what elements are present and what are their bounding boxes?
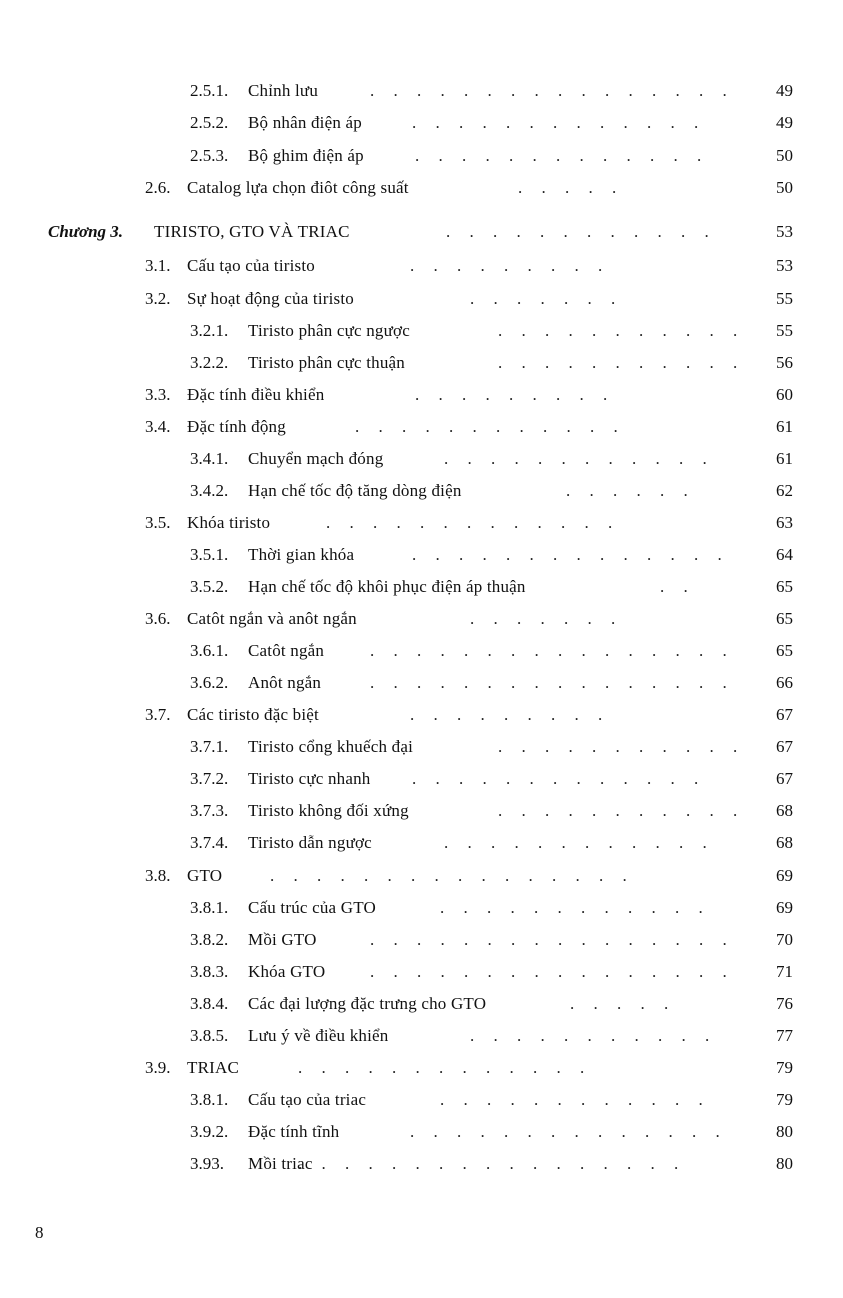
section-title: Bộ nhân điện áp	[248, 113, 362, 132]
dot-leader: . . . . . . . . . . . . . . . .	[370, 930, 735, 949]
toc-entry	[0, 991, 843, 1017]
section-title: GTO	[187, 866, 223, 885]
section-number: 3.6.2.	[190, 673, 229, 692]
section-title: Mồi triac	[248, 1154, 313, 1173]
page-ref: 67	[776, 737, 793, 756]
dot-leader: . . . . . . . . . . . . . . . .	[370, 641, 735, 660]
page-ref: 53	[776, 222, 793, 241]
section-title: Bộ ghim điện áp	[248, 146, 364, 165]
page-ref: 55	[776, 289, 793, 308]
dot-leader: . . . . . . . . . . . . .	[415, 146, 709, 165]
page-ref: 77	[776, 1026, 793, 1045]
section-title: Tiristo cực nhanh	[248, 769, 371, 788]
section-number: 3.6.1.	[190, 641, 229, 660]
toc-entry	[0, 143, 843, 169]
page-number: 8	[35, 1223, 44, 1242]
dot-leader: . . . . . . . . . . . . . . . .	[370, 81, 735, 100]
page-ref: 61	[776, 417, 793, 436]
toc-entry	[0, 574, 843, 600]
dot-leader: . . . . . . .	[470, 609, 623, 628]
page-ref: 50	[776, 146, 793, 165]
section-number: 3.2.1.	[190, 321, 229, 340]
section-title: Khóa GTO	[248, 962, 326, 981]
section-title: Mồi GTO	[248, 930, 317, 949]
toc-entry	[0, 175, 843, 201]
dot-leader: . . . . . . . . . . . .	[440, 898, 711, 917]
dot-leader: . . . . . . . . . . . . . . . .	[270, 866, 635, 885]
chapter-label: Chương 3.	[48, 222, 124, 241]
section-number: 3.2.2.	[190, 353, 229, 372]
toc-entry	[0, 110, 843, 136]
toc-entry	[0, 959, 843, 985]
section-number: 3.2.	[145, 289, 171, 308]
section-title: Catôt ngắn	[248, 641, 325, 660]
dot-leader: . .	[660, 577, 696, 596]
dot-leader: . . . . . . . . . . . . .	[412, 769, 706, 788]
page-ref: 50	[776, 178, 793, 197]
page-ref: 67	[776, 705, 793, 724]
section-number: 3.4.1.	[190, 449, 229, 468]
dot-leader: . . . . . . . . . . .	[498, 801, 745, 820]
dot-leader: . . . . . . . . . . .	[498, 353, 745, 372]
dot-leader: . . . . . . . . . . . .	[440, 1090, 711, 1109]
section-number: 3.8.3.	[190, 962, 229, 981]
page-ref: 76	[776, 994, 793, 1013]
section-title: Các đại lượng đặc trưng cho GTO	[248, 994, 487, 1013]
page-ref: 60	[776, 385, 793, 404]
dot-leader: . . . . . . . . . . . .	[444, 449, 715, 468]
toc-entry	[0, 318, 843, 344]
section-title: Catôt ngắn và anôt ngắn	[187, 609, 357, 628]
section-number: 2.5.3.	[190, 146, 229, 165]
toc-entry	[0, 734, 843, 760]
section-number: 3.93.	[190, 1154, 224, 1173]
page-ref: 53	[776, 256, 793, 275]
section-number: 2.5.1.	[190, 81, 229, 100]
section-number: 3.8.1.	[190, 1090, 229, 1109]
page-ref: 55	[776, 321, 793, 340]
dot-leader: . . . . . .	[566, 481, 696, 500]
page-ref: 79	[776, 1090, 793, 1109]
section-title: Thời gian khóa	[248, 545, 355, 564]
page-ref: 49	[776, 81, 793, 100]
toc-entry	[0, 830, 843, 856]
section-title: Cấu trúc của GTO	[248, 898, 376, 917]
toc-entry	[0, 670, 843, 696]
page-ref: 69	[776, 898, 793, 917]
dot-leader: . . . . . . . . .	[415, 385, 615, 404]
section-title: Tiristo dẫn ngược	[248, 833, 372, 852]
dot-leader: . . . . . . . . . . . .	[444, 833, 715, 852]
section-number: 3.1.	[145, 256, 171, 275]
section-number: 3.8.5.	[190, 1026, 229, 1045]
page-ref: 56	[776, 353, 793, 372]
dot-leader: . . . . . . . . .	[410, 705, 610, 724]
page-ref: 68	[776, 801, 793, 820]
section-number: 3.8.4.	[190, 994, 229, 1013]
page-ref: 67	[776, 769, 793, 788]
toc-entry	[0, 702, 843, 728]
section-number: 3.7.3.	[190, 801, 229, 820]
page-ref: 63	[776, 513, 793, 532]
toc-entry	[0, 510, 843, 536]
section-title: Đặc tính động	[187, 417, 286, 436]
dot-leader: . . . . . . . . . . .	[498, 737, 745, 756]
toc-entry	[0, 1151, 843, 1177]
dot-leader: . . . . . . . . . . . . .	[326, 513, 620, 532]
section-title: Tiristo không đối xứng	[248, 801, 409, 820]
section-title: Chuyển mạch đóng	[248, 449, 384, 468]
section-title: TIRISTO, GTO VÀ TRIAC	[154, 222, 350, 241]
section-title: Đặc tính tĩnh	[248, 1122, 340, 1141]
toc-entry	[0, 350, 843, 376]
section-number: 3.5.2.	[190, 577, 229, 596]
section-number: 3.8.1.	[190, 898, 229, 917]
dot-leader: . . . . . . . . . . . .	[355, 417, 626, 436]
section-title: TRIAC	[187, 1058, 239, 1077]
dot-leader: . . . . . . . . . . . .	[446, 222, 717, 241]
toc-entry	[0, 606, 843, 632]
section-number: 3.3.	[145, 385, 171, 404]
dot-leader: . . . . . . . . . . . . .	[412, 113, 706, 132]
page-ref: 80	[776, 1122, 793, 1141]
section-number: 3.9.2.	[190, 1122, 229, 1141]
toc-entry	[0, 253, 843, 279]
dot-leader: . . . . .	[518, 178, 624, 197]
page-ref: 64	[776, 545, 793, 564]
toc-entry	[0, 286, 843, 312]
section-number: 3.8.2.	[190, 930, 229, 949]
dot-leader: . . . . . . . . .	[410, 256, 610, 275]
page-ref: 65	[776, 641, 793, 660]
section-title: Tiristo phân cực ngược	[248, 321, 410, 340]
page-ref: 79	[776, 1058, 793, 1077]
toc-entry	[0, 798, 843, 824]
page-ref: 49	[776, 113, 793, 132]
page-ref: 69	[776, 866, 793, 885]
toc-entry	[0, 478, 843, 504]
dot-leader: . . . . . . . . . . .	[498, 321, 745, 340]
dot-leader: . . . . . . . . . . . . .	[298, 1058, 592, 1077]
section-title: Lưu ý về điều khiển	[248, 1026, 389, 1045]
section-number: 3.6.	[145, 609, 171, 628]
section-number: 3.7.1.	[190, 737, 229, 756]
section-title: Cấu tạo của triac	[248, 1090, 367, 1109]
dot-leader: . . . . . . .	[470, 289, 623, 308]
page-ref: 66	[776, 673, 793, 692]
toc-entry	[0, 1119, 843, 1145]
page-ref: 71	[776, 962, 793, 981]
dot-leader: . . . . . . . . . . . . . . . .	[370, 962, 735, 981]
section-title: Anôt ngắn	[248, 673, 322, 692]
toc-entry	[0, 1023, 843, 1049]
section-title: Catalog lựa chọn điôt công suất	[187, 178, 409, 197]
section-title: Khóa tiristo	[187, 513, 271, 532]
page-ref: 65	[776, 577, 793, 596]
page-ref: 62	[776, 481, 793, 500]
section-title: Cấu tạo của tiristo	[187, 256, 315, 275]
section-number: 3.7.4.	[190, 833, 229, 852]
toc-entry	[0, 1087, 843, 1113]
section-number: 3.7.	[145, 705, 171, 724]
page-ref: 61	[776, 449, 793, 468]
page-ref: 70	[776, 930, 793, 949]
section-number: 3.8.	[145, 866, 171, 885]
section-title: Tiristo phân cực thuận	[248, 353, 406, 372]
section-number: 3.7.2.	[190, 769, 229, 788]
toc-entry	[0, 78, 843, 104]
page-ref: 80	[776, 1154, 793, 1173]
toc-entry	[0, 446, 843, 472]
section-number: 3.9.	[145, 1058, 171, 1077]
toc-entry	[0, 766, 843, 792]
section-number: 2.6.	[145, 178, 171, 197]
section-number: 3.4.	[145, 417, 171, 436]
section-title: Chỉnh lưu	[248, 81, 319, 100]
section-number: 2.5.2.	[190, 113, 229, 132]
section-title: Tiristo cổng khuếch đại	[248, 737, 413, 756]
section-title: Sự hoạt động của tiristo	[187, 289, 354, 308]
toc-entry	[0, 542, 843, 568]
dot-leader: . . . . . . . . . . .	[470, 1026, 717, 1045]
toc-entry	[0, 927, 843, 953]
section-number: 3.5.1.	[190, 545, 229, 564]
section-number: 3.5.	[145, 513, 171, 532]
dot-leader: . . . . . . . . . . . . . . . . .	[298, 1154, 686, 1173]
dot-leader: . . . . . . . . . . . . . . . .	[370, 673, 735, 692]
section-title: Hạn chế tốc độ tăng dòng điện	[248, 481, 462, 500]
page-ref: 68	[776, 833, 793, 852]
toc-entry	[0, 414, 843, 440]
section-title: Hạn chế tốc độ khôi phục điện áp thuận	[248, 577, 526, 596]
toc-entry	[0, 895, 843, 921]
dot-leader: . . . . . . . . . . . . . .	[412, 545, 730, 564]
section-title: Đặc tính điều khiển	[187, 385, 325, 404]
section-number: 3.4.2.	[190, 481, 229, 500]
dot-leader: . . . . . . . . . . . . . .	[410, 1122, 728, 1141]
toc-entry	[0, 1055, 843, 1081]
page-ref: 65	[776, 609, 793, 628]
section-title: Các tiristo đặc biệt	[187, 705, 319, 724]
toc-entry	[0, 863, 843, 889]
dot-leader: . . . . .	[570, 994, 676, 1013]
toc-entry	[0, 382, 843, 408]
toc-entry	[0, 219, 843, 245]
toc-entry	[0, 638, 843, 664]
